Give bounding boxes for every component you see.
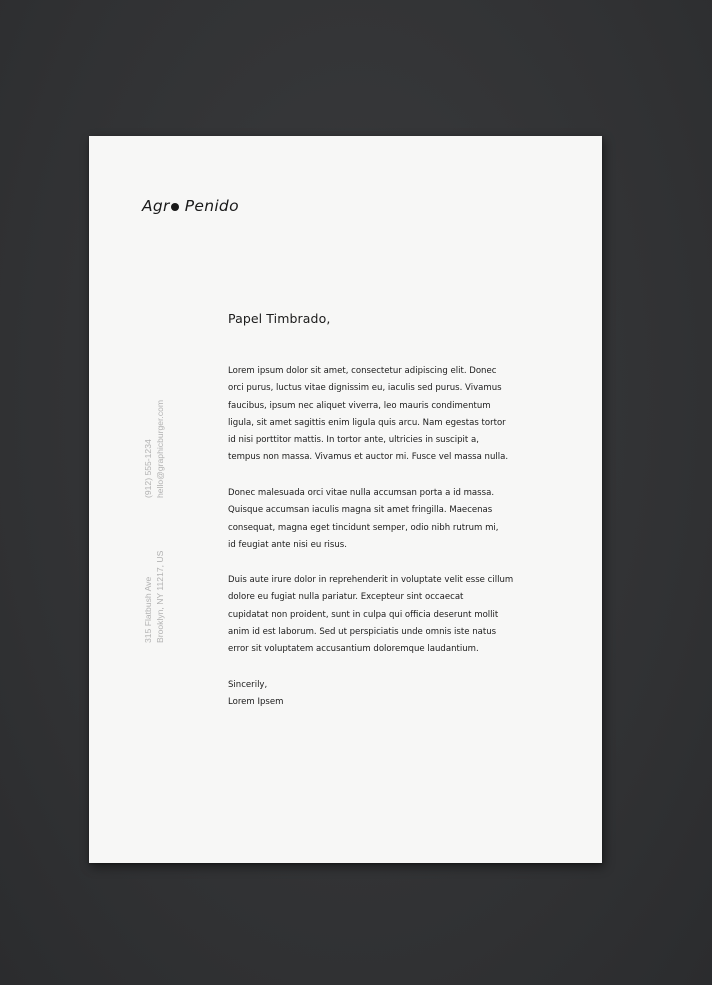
paragraph-line: consequat, magna eget tincidunt semper, odio nibh rutrum mi, bbox=[228, 522, 499, 533]
contact-phone: (912) 555-1234 bbox=[143, 439, 153, 498]
contact-address bbox=[142, 551, 166, 643]
contact-phone-email bbox=[142, 400, 166, 498]
letterhead-sheet bbox=[89, 136, 602, 863]
paragraph-line: ligula, sit amet sagittis enim ligula quis arcu. Nam egestas tortor bbox=[228, 417, 506, 428]
contact-city: Brooklyn, NY 11217, US bbox=[155, 550, 165, 643]
paragraph-3 bbox=[228, 572, 538, 658]
paragraph-line: error sit voluptatem accusantium doloremque laudantium. bbox=[228, 644, 479, 655]
logo-text-part2: Penido bbox=[184, 197, 239, 215]
brand-logo bbox=[142, 194, 239, 218]
paragraph-line: id feugiat ante nisi eu risus. bbox=[228, 539, 347, 550]
paragraph-line: Lorem ipsum dolor sit amet, consectetur adipiscing elit. Donec bbox=[228, 366, 497, 376]
paragraph-line: Duis aute irure dolor in reprehenderit in voluptate velit esse cillum bbox=[228, 575, 514, 585]
contact-email: hello@graphicburger.com bbox=[155, 399, 165, 498]
paragraph-line: dolore eu fugiat nulla pariatur. Excepteur sint occaecat bbox=[228, 592, 464, 603]
paragraph-1 bbox=[228, 363, 538, 467]
logo-text-part1: Agr bbox=[142, 197, 170, 215]
letter-closing bbox=[228, 677, 283, 712]
logo-dot-icon bbox=[171, 203, 179, 211]
paragraph-line: Donec malesuada orci vitae nulla accumsan porta a id massa. bbox=[228, 488, 495, 498]
paragraph-line: anim id est laborum. Sed ut perspiciatis unde omnis iste natus bbox=[228, 626, 497, 637]
letter-heading: Papel Timbrado, bbox=[228, 311, 331, 326]
closing-salutation: Sincerily, bbox=[228, 680, 268, 690]
paragraph-line: Quisque accumsan iaculis magna sit amet fringilla. Maecenas bbox=[228, 505, 493, 516]
signature-name: Lorem Ipsem bbox=[228, 697, 284, 708]
paragraph-line: tempus non massa. Vivamus et auctor mi. Fusce vel massa nulla. bbox=[228, 452, 509, 463]
paragraph-line: faucibus, ipsum nec aliquet viverra, leo mauris condimentum bbox=[228, 400, 491, 411]
paragraph-2 bbox=[228, 485, 538, 554]
paragraph-line: orci purus, luctus vitae dignissim eu, iaculis sed purus. Vivamus bbox=[228, 383, 502, 394]
contact-street: 315 Flatbush Ave bbox=[143, 576, 153, 643]
paragraph-line: id nisi porttitor mattis. In tortor ante, ultricies in suscipit a, bbox=[228, 435, 479, 446]
paragraph-line: cupidatat non proident, sunt in culpa qui officia deserunt mollit bbox=[228, 609, 499, 620]
